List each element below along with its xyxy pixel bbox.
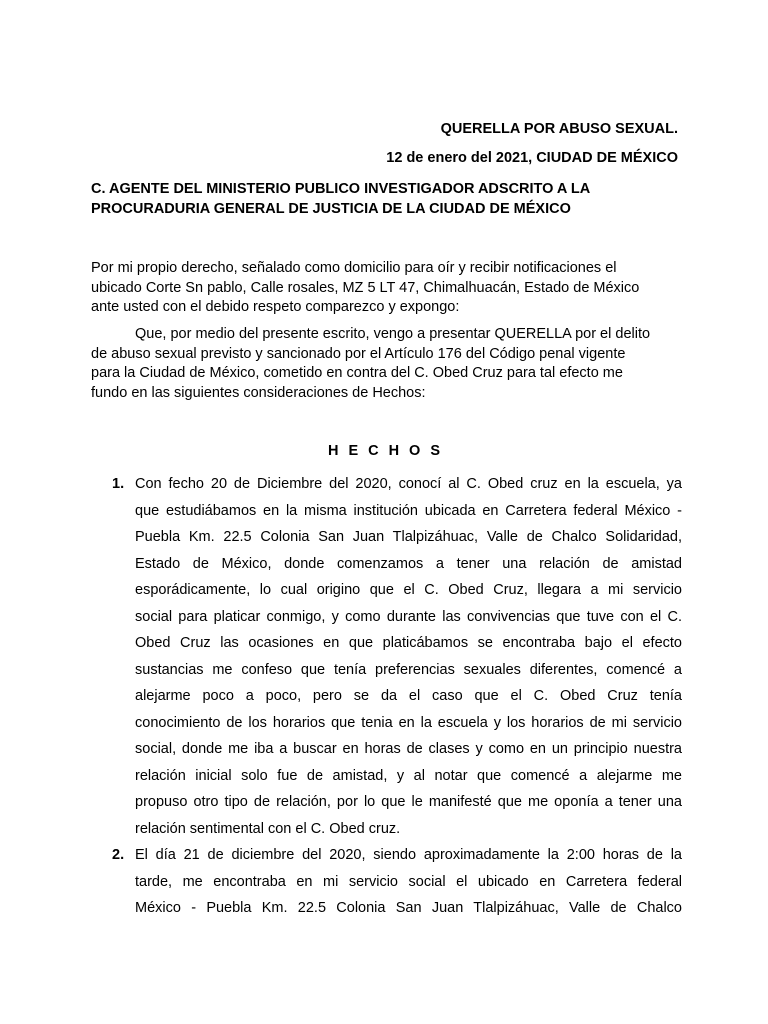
fact-line: alejarme poco a poco, pero se da el caso que el C. Obed Cruz tenía — [135, 688, 682, 704]
fact-line: Puebla Km. 22.5 Colonia San Juan Tlalpizáhuac, Valle de Chalco Solidaridad, — [135, 529, 682, 545]
fact-line: relación inicial solo fue de amistad, y al notar que comencé a alejarme me — [135, 767, 682, 784]
petition-line: fundo en las siguientes consideraciones de Hechos: — [91, 384, 426, 401]
fact-line: sustancias me confeso que tenía preferencias sexuales diferentes, comencé a — [135, 661, 682, 678]
fact-item — [112, 471, 682, 842]
date-line: 12 de enero del 2021, CIUDAD DE MÉXICO — [386, 150, 678, 166]
petition-line: para la Ciudad de México, cometido en contra del C. Obed Cruz para tal efecto me — [91, 365, 623, 381]
fact-line: México - Puebla Km. 22.5 Colonia San Juan Tlalpizáhuac, Valle de Chalco — [135, 900, 682, 916]
fact-item — [112, 842, 682, 922]
fact-line: esporádicamente, lo cual origino que el C. Obed Cruz, llegara a mi servicio — [135, 582, 682, 598]
fact-text — [135, 471, 682, 842]
fact-line: social, donde me iba a buscar en horas de clases y como en un principio nuestra — [135, 741, 682, 757]
fact-number: 1. — [112, 476, 125, 492]
fact-line: conocimiento de los horarios que tenia en la escuela y los horarios de mi servicio — [135, 714, 682, 731]
fact-line: El día 21 de diciembre del 2020, siendo aproximadamente la 2:00 horas de la — [135, 847, 682, 863]
intro-line: ante usted con el debido respeto comparezco y expongo: — [91, 299, 460, 315]
hechos-heading: HECHOS — [327, 443, 451, 459]
intro-line: Por mi propio derecho, señalado como domicilio para oír y recibir notificaciones el — [91, 260, 617, 276]
fact-line: Con fecho 20 de Diciembre del 2020, conocí al C. Obed cruz en la escuela, ya — [135, 476, 682, 492]
fact-line: Estado de México, donde comenzamos a tener una relación de amistad — [135, 555, 682, 572]
fact-line: social para platicar conmigo, y como durante las convivencias que tuve con el C. — [135, 608, 682, 625]
fact-number: 2. — [112, 847, 125, 863]
facts-list — [112, 471, 682, 922]
petition-paragraph — [91, 325, 681, 403]
fact-line: propuso otro tipo de relación, por lo que le manifesté que me oponía a tener una — [135, 794, 682, 810]
intro-line: ubicado Corte Sn pablo, Calle rosales, MZ 5 LT 47, Chimalhuacán, Estado de México — [91, 279, 640, 296]
petition-line: de abuso sexual previsto y sancionado por el Artículo 176 del Código penal vigente — [91, 345, 626, 362]
fact-line: relación sentimental con el C. Obed cruz. — [135, 820, 401, 837]
addressee-line: PROCURADURIA GENERAL DE JUSTICIA DE LA CIUDAD DE MÉXICO — [91, 201, 571, 217]
petition-line: Que, por medio del presente escrito, vengo a presentar QUERELLA por el delito — [135, 326, 651, 342]
addressee-block — [91, 179, 681, 219]
fact-line: que estudiábamos en la misma institución ubicada en Carretera federal México - — [135, 502, 682, 519]
fact-line: tarde, me encontraba en mi servicio social el ubicado en Carretera federal — [135, 873, 682, 890]
document-title: QUERELLA POR ABUSO SEXUAL. — [440, 121, 678, 137]
fact-text — [135, 842, 682, 922]
fact-line: Obed Cruz las ocasiones en que platicábamos se encontraba bajo el efecto — [135, 635, 682, 651]
addressee-line: C. AGENTE DEL MINISTERIO PUBLICO INVESTIGADOR ADSCRITO A LA — [91, 181, 591, 197]
intro-paragraph — [91, 259, 681, 318]
